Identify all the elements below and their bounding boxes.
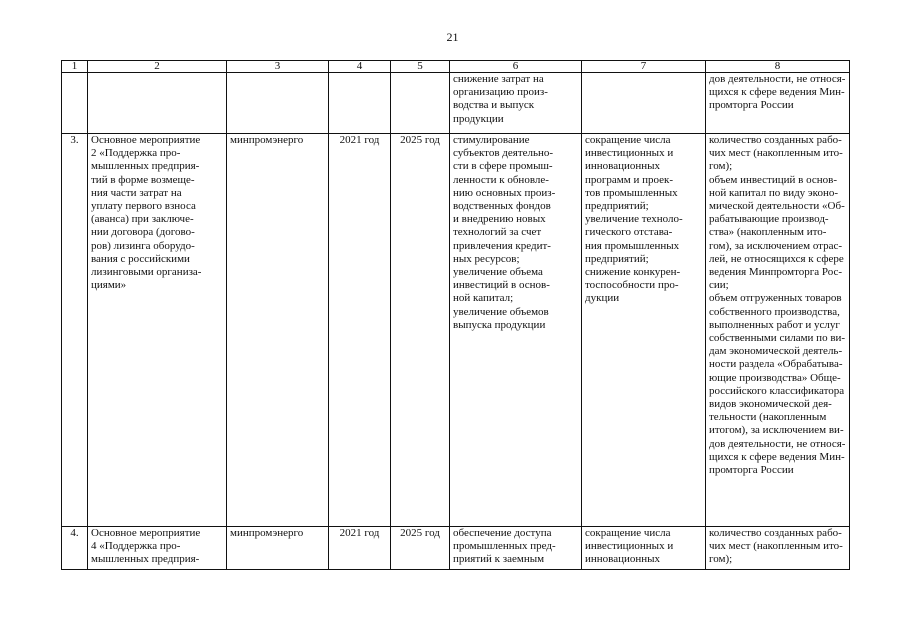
executor [227, 73, 329, 134]
event-name [88, 73, 227, 134]
event-name: Основное мероприятие 4 «Поддержка про- мышленных предприя- [88, 527, 227, 570]
indicators: дов деятельности, не относя- щихся к сфере ведения Мин- промторга России [706, 73, 850, 134]
col-header-4: 4 [329, 61, 391, 73]
col-header-6: 6 [450, 61, 582, 73]
expected-results: обеспечение доступа промышленных пред- приятий к заемным [450, 527, 582, 570]
col-header-5: 5 [391, 61, 450, 73]
indicators: количество созданных рабо- чих мест (накопленным ито- гом); объем инвестиций в основ- ной капитал по виду эконо- мической деятельности «Об- рабатывающие производ- ства» (накопленным ито- гом), за исключением отрас- лей, не относящихся к сфере ведения Минпромторга Рос- сии; объем отгруженных товаров собственного производства, выполненных работ и услуг собственными силами по ви- дам экономической деятель- ности раздела «Обрабатыва- ющие производства» Обще- российского классификатора видов экономической дея- тельности (накопленным итогом), за исключением ви- дов деятельности, не относя- щихся к сфере ведения Мин- промторга России [706, 134, 850, 527]
col-header-2: 2 [88, 61, 227, 73]
header-row [62, 61, 850, 73]
row-number: 4. [62, 527, 88, 570]
expected-results: стимулирование субъектов деятельно- сти в сфере промыш- ленности к обновле- нию основных произ- водственных фондов и внедрению новых технологий за счет привлечения кредит- ных ресурсов; увеличение объема инвестиций в основ- ной капитал; увеличение объемов выпуска продукции [450, 134, 582, 527]
col-header-8: 8 [706, 61, 850, 73]
event-name: Основное мероприятие 2 «Поддержка про- мышленных предприя- тий в форме возмеще- ния части затрат на уплату первого взноса (аванса) при заключе- нии договора (догово- ров) лизинга оборудо- вания с российскими лизинговыми организа- циями» [88, 134, 227, 527]
row-number: 3. [62, 134, 88, 527]
row-number [62, 73, 88, 134]
non-implementation-consequences: сокращение числа инвестиционных и инновационных [582, 527, 706, 570]
col-header-7: 7 [582, 61, 706, 73]
end-year: 2025 год [391, 527, 450, 570]
executor: минпромэнерго [227, 527, 329, 570]
expected-results: снижение затрат на организацию произ- водства и выпуск продукции [450, 73, 582, 134]
indicators: количество созданных рабо- чих мест (накопленным ито- гом); [706, 527, 850, 570]
table-row [62, 73, 850, 134]
non-implementation-consequences [582, 73, 706, 134]
non-implementation-consequences: сокращение числа инвестиционных и инновационных программ и проек- тов промышленных предприятий; увеличение техноло- гического отстава- ния промышленных предприятий; снижение конкурен- тоспособности про- дукции [582, 134, 706, 527]
start-year [329, 73, 391, 134]
table-row [62, 527, 850, 570]
executor: минпромэнерго [227, 134, 329, 527]
col-header-3: 3 [227, 61, 329, 73]
end-year [391, 73, 450, 134]
table-row [62, 134, 850, 527]
end-year: 2025 год [391, 134, 450, 527]
col-header-1: 1 [62, 61, 88, 73]
page-number: 21 [446, 30, 459, 44]
measures-table [61, 60, 850, 570]
start-year: 2021 год [329, 527, 391, 570]
start-year: 2021 год [329, 134, 391, 527]
